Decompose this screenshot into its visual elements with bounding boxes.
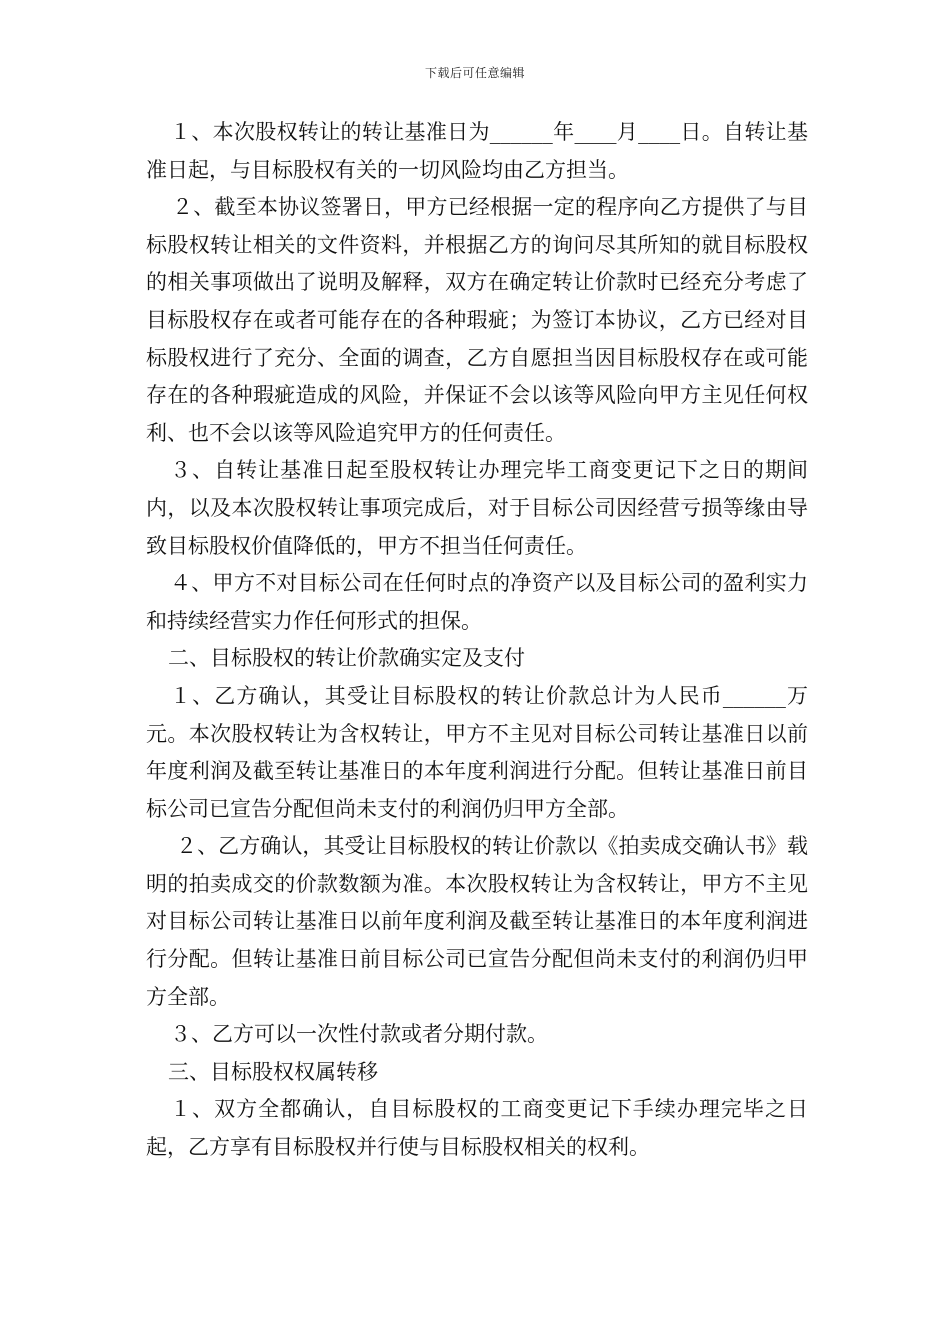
paragraph-transfer-1: １、双方全都确认，自目标股权的工商变更记下手续办理完毕之日起，乙方享有目标股权并行使与目标股权相关的权利。 (146, 1097, 808, 1160)
paragraph-price-3: ３、乙方可以一次性付款或者分期付款。 (170, 1022, 548, 1047)
paragraph-clause-4: ４、甲方不对目标公司在任何时点的净资产以及目标公司的盈利实力和持续经营实力作任何形式的担保。 (146, 571, 808, 633)
section-heading-3: 三、目标股权权属转移 (168, 1059, 378, 1084)
paragraph-price-1: １、乙方确认，其受让目标股权的转让价款总计为人民币______万元。本次股权转让为含权转让，甲方不主见对目标公司转让基准日以前年度利润及截至转让基准日的本年度利润进行分配。但转让基准日前目标公司已宣告分配但尚未支付的利润仍归甲方全部。 (146, 683, 808, 821)
paragraph-clause-3: ３、自转让基准日起至股权转让办理完毕工商变更记下之日的期间内，以及本次股权转让事项完成后，对于目标公司因经营亏损等缘由导致目标股权价值降低的，甲方不担当任何责任。 (146, 458, 808, 558)
page-header: 下载后可任意编辑 (424, 66, 525, 80)
paragraph-price-2: ２、乙方确认，其受让目标股权的转让价款以《拍卖成交确认书》载明的拍卖成交的价款数额为准。本次股权转让为含权转让，甲方不主见对目标公司转让基准日以前年度利润及截至转让基准日的本年度利润进行分配。但转让基准日前目标公司已宣告分配但尚未支付的利润仍归甲方全部。 (146, 834, 808, 1009)
paragraph-clause-1: １、本次股权转让的转让基准日为______年____月____日。自转让基准日起，与目标股权有关的一切风险均由乙方担当。 (146, 120, 808, 182)
paragraph-clause-2: ２、截至本协议签署日，甲方已经根据一定的程序向乙方提供了与目标股权转让相关的文件资料，并根据乙方的询问尽其所知的就目标股权的相关事项做出了说明及解释，双方在确定转让价款时已经充分考虑了目标股权存在或者可能存在的各种瑕疵；为签订本协议，乙方已经对目标股权进行了充分、全面的调查，乙方自愿担当因目标股权存在或可能存在的各种瑕疵造成的风险，并保证不会以该等风险向甲方主见任何权利、也不会以该等风险追究甲方的任何责任。 (146, 195, 808, 445)
section-heading-2: 二、目标股权的转让价款确实定及支付 (168, 646, 525, 671)
document-body (146, 114, 808, 1167)
